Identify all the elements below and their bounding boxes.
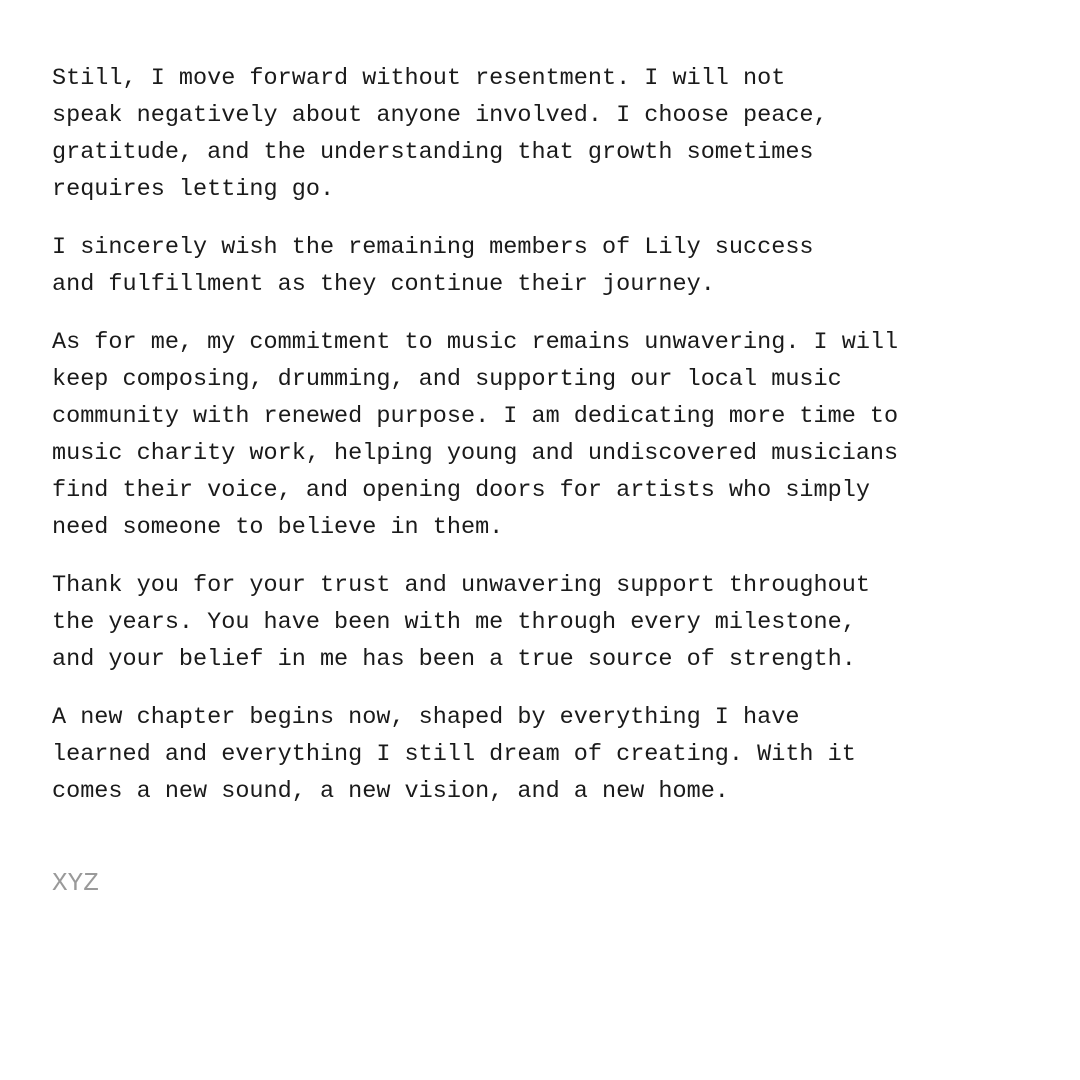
signature: XYZ bbox=[52, 868, 99, 898]
text-line: learned and everything I still dream of creating. With it bbox=[52, 741, 856, 768]
text-line: Still, I move forward without resentment. I will not bbox=[52, 65, 786, 92]
text-line: gratitude, and the understanding that growth sometimes bbox=[52, 139, 814, 166]
text-line: and fulfillment as they continue their journey. bbox=[52, 271, 715, 298]
text-line: find their voice, and opening doors for artists who simply bbox=[52, 477, 870, 504]
text-line: need someone to believe in them. bbox=[52, 514, 504, 541]
text-line: and your belief in me has been a true source of strength. bbox=[52, 646, 856, 673]
text-line: A new chapter begins now, shaped by everything I have bbox=[52, 704, 800, 731]
letter-body bbox=[52, 60, 1032, 831]
text-line: keep composing, drumming, and supporting our local music bbox=[52, 366, 842, 393]
text-line: comes a new sound, a new vision, and a new home. bbox=[52, 778, 729, 805]
paragraph-new-chapter bbox=[52, 699, 1032, 810]
text-line: As for me, my commitment to music remains unwavering. I will bbox=[52, 329, 899, 356]
text-line: Thank you for your trust and unwavering support throughout bbox=[52, 572, 870, 599]
paragraph-wishes bbox=[52, 229, 1032, 303]
text-line: the years. You have been with me through every milestone, bbox=[52, 609, 856, 636]
text-line: speak negatively about anyone involved. I choose peace, bbox=[52, 102, 828, 129]
paragraph-resentment bbox=[52, 60, 1032, 208]
paragraph-thanks bbox=[52, 567, 1032, 678]
text-line: requires letting go. bbox=[52, 176, 335, 203]
text-line: music charity work, helping young and undiscovered musicians bbox=[52, 440, 899, 467]
text-line: community with renewed purpose. I am dedicating more time to bbox=[52, 403, 899, 430]
text-line: I sincerely wish the remaining members of Lily success bbox=[52, 234, 814, 261]
paragraph-commitment bbox=[52, 324, 1032, 546]
